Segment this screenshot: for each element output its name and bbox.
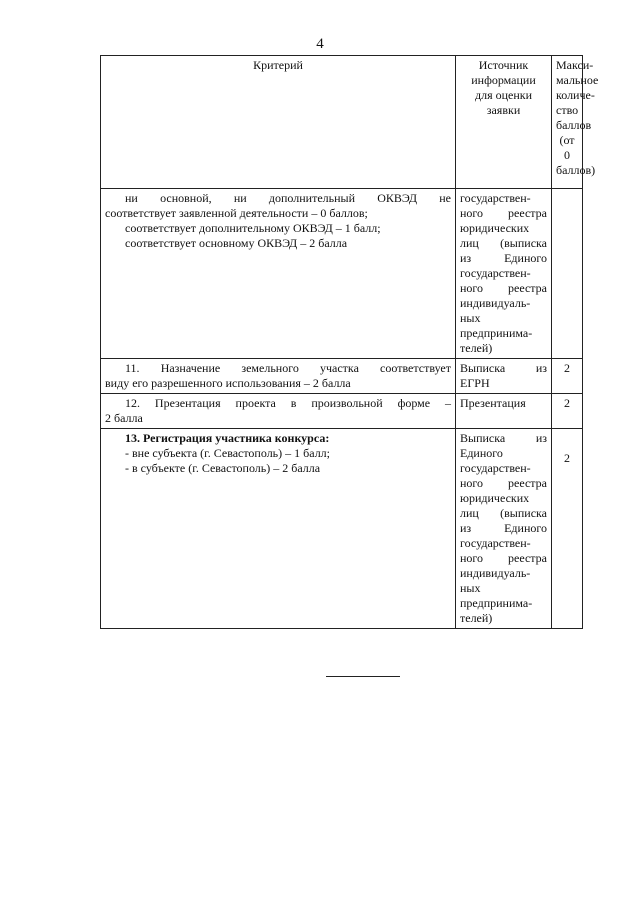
criterion-line: 13. Регистрация участника конкурса:	[125, 431, 330, 445]
criteria-table	[100, 55, 599, 629]
page-number: 4	[316, 36, 324, 52]
source-header	[456, 56, 552, 189]
source-header-line: заявки	[486, 103, 521, 117]
criterion-cell	[101, 394, 456, 429]
criterion-line: - в субъекте (г. Севастополь) – 2 балла	[125, 461, 321, 475]
source-line: предпринима-	[460, 326, 533, 340]
table-row	[101, 189, 583, 359]
source-line: из Единого	[460, 521, 547, 535]
score-cell: 2	[552, 429, 583, 629]
criterion-header: Критерий	[101, 56, 456, 189]
end-divider-line	[326, 676, 400, 677]
source-line: лиц (выписка	[460, 506, 547, 520]
source-line: ного реестра	[460, 551, 547, 565]
max-score-header	[552, 56, 599, 189]
score-cell: 2	[552, 394, 583, 429]
table-row	[101, 359, 583, 394]
source-line: телей)	[460, 341, 493, 355]
criterion-cell	[101, 189, 456, 359]
max-score-header-line: количе-	[556, 88, 595, 102]
source-line: лиц (выписка	[460, 236, 547, 250]
source-line: Выписка из	[460, 361, 547, 375]
source-line: ного реестра	[460, 281, 547, 295]
source-header-line: Источник	[478, 58, 529, 72]
table-header-row	[101, 56, 583, 189]
source-line: государствен-	[460, 461, 531, 475]
criterion-line: 2 балла	[105, 411, 143, 425]
criterion-line: соответствует дополнительному ОКВЭД – 1 балл;	[125, 221, 381, 235]
criterion-line: ни основной, ни дополнительный ОКВЭД не	[125, 191, 451, 205]
source-line: государствен-	[460, 536, 531, 550]
source-line: ного реестра	[460, 476, 547, 490]
max-score-header-line: баллов)	[556, 163, 596, 177]
source-line: государствен-	[460, 266, 531, 280]
criterion-line: соответствует заявленной деятельности – 0 баллов;	[105, 206, 368, 220]
source-line: индивидуаль-	[460, 566, 531, 580]
max-score-header-line: мальное	[556, 73, 599, 87]
score-cell: 2	[552, 359, 583, 394]
source-line: государствен-	[460, 191, 531, 205]
source-line: ных	[460, 311, 481, 325]
table-row	[101, 394, 583, 429]
max-score-header-line: (от 0	[559, 133, 575, 162]
criterion-line: 12. Презентация проекта в произвольной форме –	[125, 396, 451, 410]
criterion-line: - вне субъекта (г. Севастополь) – 1 балл;	[125, 446, 331, 460]
source-cell	[456, 189, 552, 359]
criterion-cell	[101, 429, 456, 629]
source-line: Единого	[460, 446, 503, 460]
max-score-header-line: баллов	[556, 118, 592, 132]
source-line: ных	[460, 581, 481, 595]
source-line: юридических	[460, 221, 530, 235]
criterion-cell	[101, 359, 456, 394]
max-score-header-line: ство	[556, 103, 579, 117]
source-line: ЕГРН	[460, 376, 490, 390]
source-cell	[456, 359, 552, 394]
source-line: юридических	[460, 491, 530, 505]
max-score-header-line: Макси-	[556, 58, 594, 72]
source-line: из Единого	[460, 251, 547, 265]
source-cell	[456, 429, 552, 629]
source-line: телей)	[460, 611, 493, 625]
score-cell	[552, 189, 583, 359]
criterion-line: соответствует основному ОКВЭД – 2 балла	[125, 236, 348, 250]
source-line: индивидуаль-	[460, 296, 531, 310]
source-line: Выписка из	[460, 431, 547, 445]
source-cell	[456, 394, 552, 429]
source-line: Презентация	[460, 396, 526, 410]
source-line: ного реестра	[460, 206, 547, 220]
criterion-line: 11. Назначение земельного участка соответствует	[125, 361, 451, 375]
source-line: предпринима-	[460, 596, 533, 610]
table-row	[101, 429, 583, 629]
source-header-line: для оценки	[474, 88, 533, 102]
source-header-line: информации	[471, 73, 536, 87]
criterion-line: виду его разрешенного использования – 2 балла	[105, 376, 351, 390]
